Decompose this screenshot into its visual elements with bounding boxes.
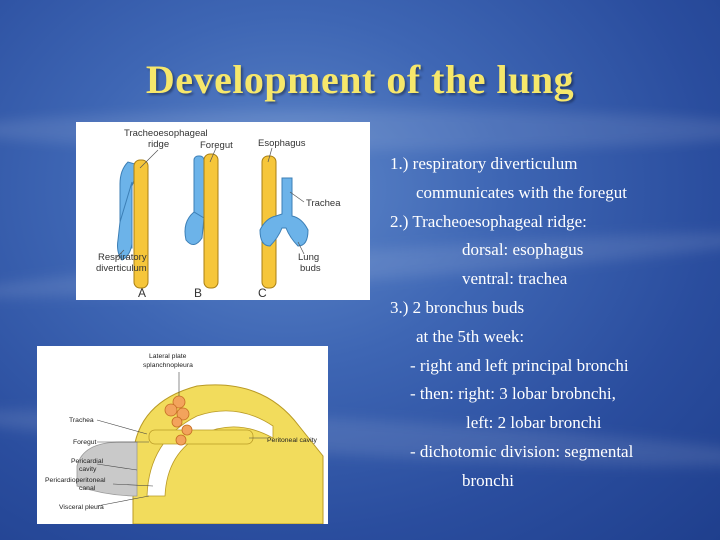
note-line: ventral: trachea [462, 269, 568, 289]
note-line: - then: right: 3 lobar brobnchi, [410, 384, 616, 404]
label-pericardial-cavity: cavity [79, 466, 97, 473]
note-line: at the 5th week: [416, 326, 525, 346]
foregut-tube-b [204, 154, 218, 288]
lung-bud-lobule [176, 435, 186, 445]
label-pericardioperitoneal: Pericardioperitoneal [45, 477, 106, 484]
label-visceral-pleura: Visceral pleura [59, 504, 104, 511]
stage-b-label: B [194, 286, 203, 300]
lung-bud-lobule [182, 425, 192, 435]
note-line: 2.) Tracheoesophageal ridge: [390, 211, 587, 231]
lung-development-notes [390, 150, 715, 496]
label-respiratory: Respiratory [98, 252, 147, 263]
label-diverticulum: diverticulum [96, 263, 147, 274]
pleural-cavity-section-figure [37, 346, 328, 524]
label-ridge: ridge [148, 139, 170, 150]
label-trachea: Trachea [306, 198, 341, 209]
note-line: bronchi [462, 470, 514, 490]
stage-a-label: A [138, 286, 147, 300]
lung-bud-lobule [172, 417, 182, 427]
label-buds: buds [300, 263, 321, 274]
foregut-tube [149, 430, 253, 444]
note-line: - dichotomic division: segmental [410, 441, 634, 461]
label-tracheoesophageal: Tracheoesophageal [124, 128, 208, 139]
label-canal: canal [79, 485, 96, 492]
label-splanchnopleura: splanchnopleura [143, 362, 193, 369]
label-foregut: Foregut [73, 439, 97, 446]
note-line: 3.) 2 bronchus buds [390, 297, 525, 317]
lung-bud-stages-figure [76, 122, 370, 300]
label-lung: Lung [298, 252, 320, 263]
note-line: communicates with the foregut [416, 182, 628, 202]
note-line: - right and left principal bronchi [410, 355, 629, 375]
trachea-tube-b [194, 156, 204, 220]
note-line: dorsal: esophagus [462, 240, 584, 260]
slide-title: Development of the lung [145, 57, 575, 102]
label-foregut: Foregut [200, 140, 233, 151]
label-lateral-plate: Lateral plate [149, 353, 187, 360]
stage-c-label: C [258, 286, 267, 300]
label-pericardial: Pericardial [71, 458, 104, 465]
note-line: left: 2 lobar bronchi [466, 413, 602, 433]
label-trachea: Trachea [69, 417, 94, 424]
lung-bud-lobule [165, 404, 177, 416]
label-peritoneal-cavity: Peritoneal cavity [267, 437, 317, 444]
label-esophagus: Esophagus [258, 138, 306, 149]
note-line: 1.) respiratory diverticulum [390, 154, 578, 173]
